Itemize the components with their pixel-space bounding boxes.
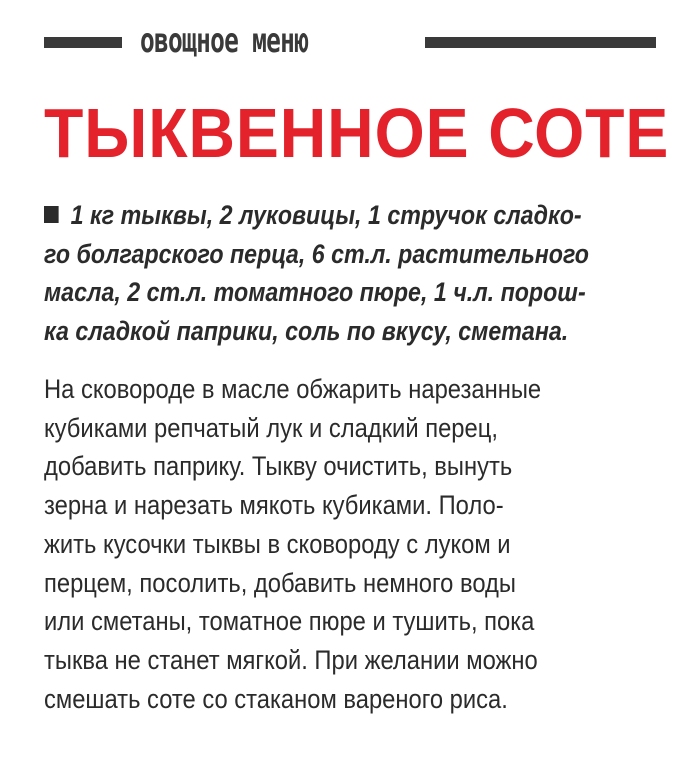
instructions-line: тыква не станет мягкой. При желании можно [44, 644, 538, 675]
instructions-line: зерна и нарезать мякоть кубиками. Поло- [44, 490, 504, 521]
recipe-title: ТЫКВЕННОЕ СОТЕ [44, 94, 670, 172]
bullet-square-icon [44, 206, 59, 223]
ingredients-line: масла, 2 ст.л. томатного пюре, 1 ч.л. порош- [44, 277, 586, 307]
instructions-line: перцем, посолить, добавить немного воды [44, 567, 516, 598]
instructions-line: жить кусочки тыквы в сковороду с луком и [44, 528, 511, 559]
rubric-rule-left [44, 37, 122, 48]
ingredients-line [44, 196, 582, 235]
rubric-label: овощное меню [140, 21, 309, 61]
instructions-text [44, 370, 658, 718]
instructions-line: добавить паприку. Тыкву очистить, вынуть [44, 451, 513, 482]
instructions-line: кубиками репчатый лук и сладкий перец, [44, 412, 498, 443]
section-rubric [44, 22, 656, 62]
instructions-line: или сметаны, томатное пюре и тушить, пока [44, 606, 535, 637]
ingredients-line-text: 1 кг тыквы, 2 луковицы, 1 стручок сладко- [70, 200, 582, 230]
ingredients-list [44, 196, 658, 350]
ingredients-line: го болгарского перца, 6 ст.л. растительного [44, 238, 589, 269]
instructions-line: смешать соте со стаканом вареного риса. [44, 683, 508, 714]
ingredients-line: ка сладкой паприки, соль по вкусу, сметана. [44, 315, 569, 346]
instructions-line: На сковороде в масле обжарить нарезанные [44, 374, 542, 404]
rubric-rule-right [425, 37, 656, 48]
